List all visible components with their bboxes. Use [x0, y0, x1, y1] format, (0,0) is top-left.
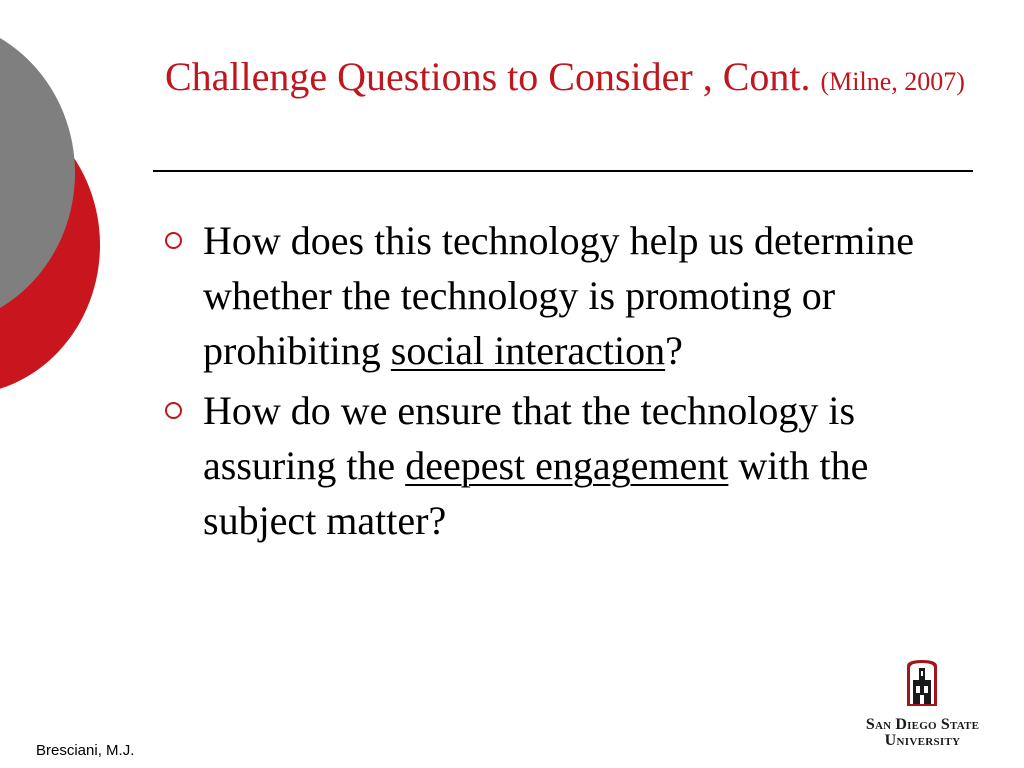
slide-title — [165, 48, 965, 111]
bullet-1-ending: ? — [665, 328, 683, 373]
bullet-item-1 — [165, 213, 925, 378]
bullet-item-2 — [165, 383, 925, 548]
logo-text-line2: University — [884, 732, 961, 749]
bullet-1-emphasis: social interaction — [390, 328, 666, 373]
bullet-2-ending: with the subject matter? — [203, 443, 869, 543]
hollow-circle-bullet-icon — [165, 232, 182, 249]
logo-text-line1: San Diego State — [865, 716, 980, 733]
sdsu-mission-tower-icon — [905, 658, 939, 708]
slide-title-citation: (Milne, 2007) — [820, 67, 965, 96]
slide-title-main: Challenge Questions to Consider , Cont. — [165, 54, 811, 99]
sdsu-logo — [855, 658, 990, 758]
hollow-circle-bullet-icon — [165, 402, 182, 419]
bullet-2-text: How do we ensure that the technology is assuring the — [203, 388, 856, 488]
bullet-2-emphasis: deepest engagement — [405, 443, 729, 488]
title-divider — [153, 170, 973, 172]
bullet-list — [165, 213, 925, 553]
bullet-1-text: How does this technology help us determine whether the technology is promoting or prohibiting — [203, 218, 914, 373]
author-footer: Bresciani, M.J. — [36, 742, 135, 759]
